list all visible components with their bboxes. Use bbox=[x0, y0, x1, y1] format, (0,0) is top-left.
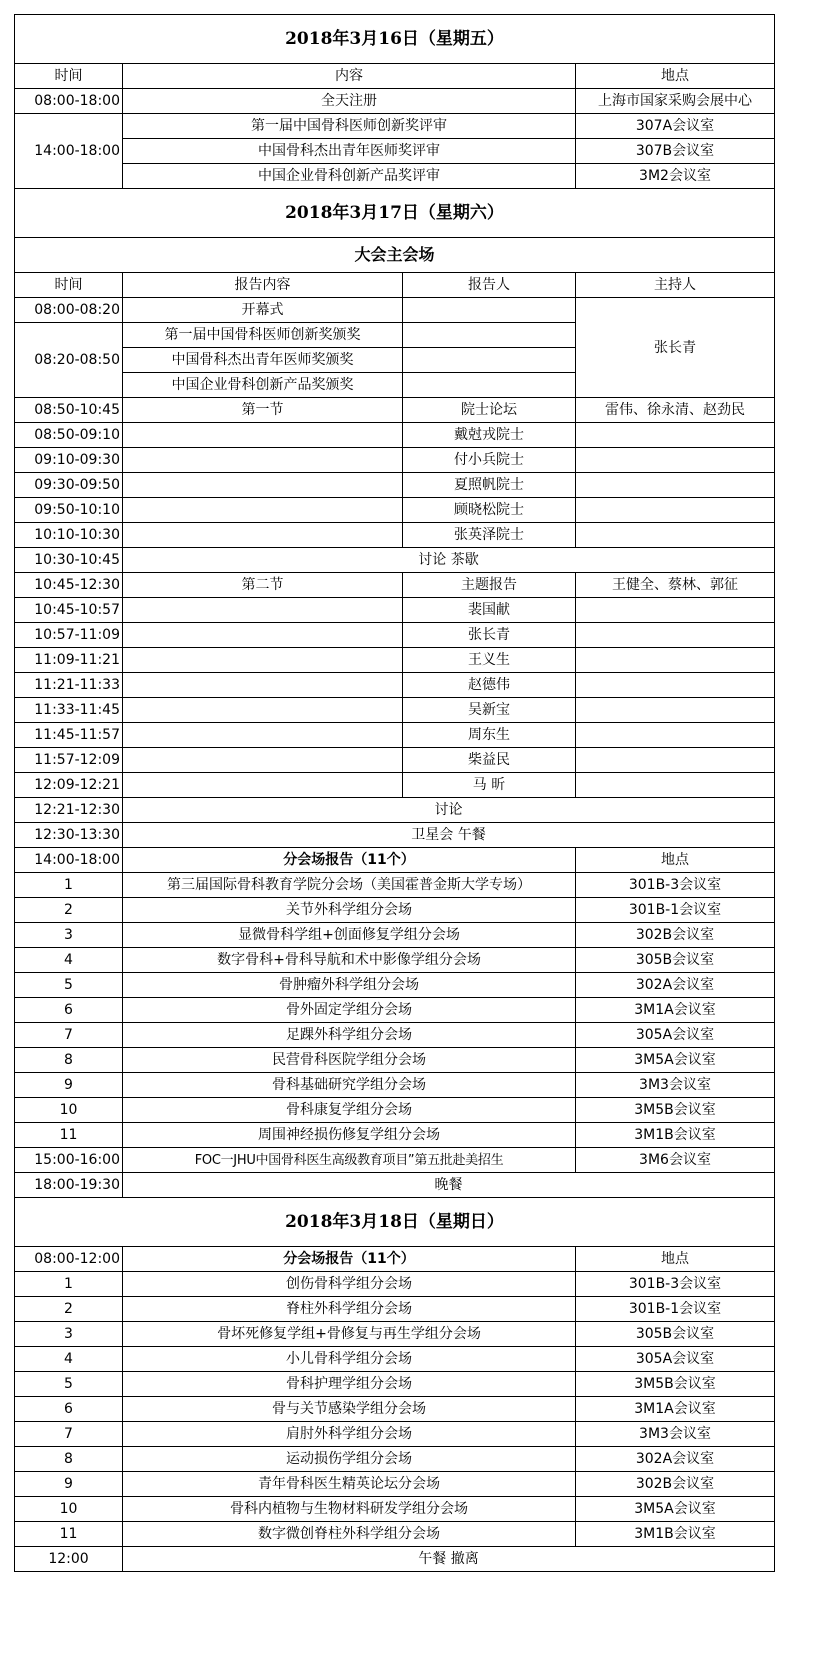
speaker-cell: 张英泽院士 bbox=[403, 523, 576, 548]
host-cell bbox=[576, 598, 775, 623]
time-cell: 08:50-10:45 bbox=[15, 398, 123, 423]
day-header-row bbox=[15, 1198, 775, 1247]
session-name: 数字骨科+骨科导航和术中影像学组分会场 bbox=[123, 948, 576, 973]
session-row bbox=[15, 898, 775, 923]
session-row bbox=[15, 1048, 775, 1073]
session-name: 民营骨科医院学组分会场 bbox=[123, 1048, 576, 1073]
schedule-row bbox=[15, 298, 775, 323]
day-header-row bbox=[15, 189, 775, 238]
time-cell: 08:00-08:20 bbox=[15, 298, 123, 323]
time-cell: 09:10-09:30 bbox=[15, 448, 123, 473]
session-row bbox=[15, 998, 775, 1023]
break-cell: 卫星会 午餐 bbox=[123, 823, 775, 848]
sessions-title: 分会场报告（11个） bbox=[123, 1247, 576, 1272]
session-name: 骨外固定学组分会场 bbox=[123, 998, 576, 1023]
section-title: 院士论坛 bbox=[403, 398, 576, 423]
content-cell bbox=[123, 498, 403, 523]
time-cell: 11:33-11:45 bbox=[15, 698, 123, 723]
session-row bbox=[15, 1497, 775, 1522]
time-cell: 12:30-13:30 bbox=[15, 823, 123, 848]
time-cell: 10:45-12:30 bbox=[15, 573, 123, 598]
time-cell: 08:00-12:00 bbox=[15, 1247, 123, 1272]
session-name: 骨科护理学组分会场 bbox=[123, 1372, 576, 1397]
session-name: 骨科内植物与生物材料研发学组分会场 bbox=[123, 1497, 576, 1522]
place-cell: 305B会议室 bbox=[576, 948, 775, 973]
content-cell bbox=[123, 423, 403, 448]
talk-row bbox=[15, 723, 775, 748]
content-cell bbox=[123, 598, 403, 623]
time-cell: 14:00-18:00 bbox=[15, 114, 123, 189]
schedule-row bbox=[15, 164, 775, 189]
session-name: 骨与关节感染学组分会场 bbox=[123, 1397, 576, 1422]
place-cell: 3M1B会议室 bbox=[576, 1522, 775, 1547]
place-cell: 301B-3会议室 bbox=[576, 873, 775, 898]
host-cell bbox=[576, 673, 775, 698]
time-cell: 11:45-11:57 bbox=[15, 723, 123, 748]
session-number: 2 bbox=[15, 898, 123, 923]
host-cell bbox=[576, 723, 775, 748]
session-number: 8 bbox=[15, 1447, 123, 1472]
session-name: 周围神经损伤修复学组分会场 bbox=[123, 1123, 576, 1148]
talk-row bbox=[15, 523, 775, 548]
speaker-cell: 付小兵院士 bbox=[403, 448, 576, 473]
break-row bbox=[15, 798, 775, 823]
content-cell: 中国企业骨科创新产品奖颁奖 bbox=[123, 373, 403, 398]
col-time: 时间 bbox=[15, 64, 123, 89]
host-cell: 雷伟、徐永清、赵劲民 bbox=[576, 398, 775, 423]
session-name: 显微骨科学组+创面修复学组分会场 bbox=[123, 923, 576, 948]
place-cell: 上海市国家采购会展中心 bbox=[576, 89, 775, 114]
time-cell: 12:00 bbox=[15, 1547, 123, 1572]
speaker-cell: 顾晓松院士 bbox=[403, 498, 576, 523]
time-cell: 08:50-09:10 bbox=[15, 423, 123, 448]
time-cell: 09:30-09:50 bbox=[15, 473, 123, 498]
session-name: 骨科基础研究学组分会场 bbox=[123, 1073, 576, 1098]
place-cell: 3M6会议室 bbox=[576, 1148, 775, 1173]
host-cell bbox=[576, 748, 775, 773]
place-cell: 3M5B会议室 bbox=[576, 1372, 775, 1397]
time-cell: 11:09-11:21 bbox=[15, 648, 123, 673]
session-name: 关节外科学组分会场 bbox=[123, 898, 576, 923]
place-cell: 3M3会议室 bbox=[576, 1073, 775, 1098]
schedule-row bbox=[15, 114, 775, 139]
session-number: 2 bbox=[15, 1297, 123, 1322]
day-title: 2018年3月17日（星期六） bbox=[15, 189, 775, 238]
session-number: 5 bbox=[15, 1372, 123, 1397]
time-cell: 10:10-10:30 bbox=[15, 523, 123, 548]
section-label: 第一节 bbox=[123, 398, 403, 423]
session-name: 数字微创脊柱外科学组分会场 bbox=[123, 1522, 576, 1547]
speaker-cell bbox=[403, 323, 576, 348]
col-content: 报告内容 bbox=[123, 273, 403, 298]
host-cell bbox=[576, 773, 775, 798]
content-cell bbox=[123, 698, 403, 723]
session-number: 1 bbox=[15, 1272, 123, 1297]
break-cell: 讨论 茶歇 bbox=[123, 548, 775, 573]
time-cell: 08:20-08:50 bbox=[15, 323, 123, 398]
section-row bbox=[15, 398, 775, 423]
host-cell bbox=[576, 648, 775, 673]
session-row bbox=[15, 1098, 775, 1123]
place-cell: 3M5A会议室 bbox=[576, 1497, 775, 1522]
sessions-title: 分会场报告（11个） bbox=[123, 848, 576, 873]
session-number: 3 bbox=[15, 1322, 123, 1347]
session-row bbox=[15, 1073, 775, 1098]
column-header-row bbox=[15, 273, 775, 298]
content-cell bbox=[123, 448, 403, 473]
break-cell: 午餐 撤离 bbox=[123, 1547, 775, 1572]
time-cell: 12:21-12:30 bbox=[15, 798, 123, 823]
venue-row bbox=[15, 238, 775, 273]
place-cell: 3M1A会议室 bbox=[576, 998, 775, 1023]
session-row bbox=[15, 1148, 775, 1173]
session-number: 7 bbox=[15, 1023, 123, 1048]
place-cell: 3M1A会议室 bbox=[576, 1397, 775, 1422]
content-cell bbox=[123, 723, 403, 748]
time-cell: 12:09-12:21 bbox=[15, 773, 123, 798]
place-cell: 3M2会议室 bbox=[576, 164, 775, 189]
session-number: 4 bbox=[15, 1347, 123, 1372]
talk-row bbox=[15, 773, 775, 798]
session-number: 10 bbox=[15, 1497, 123, 1522]
content-cell bbox=[123, 748, 403, 773]
host-cell bbox=[576, 423, 775, 448]
place-cell: 3M5B会议室 bbox=[576, 1098, 775, 1123]
session-row bbox=[15, 1447, 775, 1472]
session-name: 第三届国际骨科教育学院分会场（美国霍普金斯大学专场） bbox=[123, 873, 576, 898]
session-row bbox=[15, 1472, 775, 1497]
col-place: 地点 bbox=[576, 1247, 775, 1272]
session-row bbox=[15, 1322, 775, 1347]
break-row bbox=[15, 823, 775, 848]
session-row bbox=[15, 1372, 775, 1397]
content-cell bbox=[123, 473, 403, 498]
place-cell: 3M5A会议室 bbox=[576, 1048, 775, 1073]
speaker-cell: 王义生 bbox=[403, 648, 576, 673]
content-cell: 中国企业骨科创新产品奖评审 bbox=[123, 164, 576, 189]
session-row bbox=[15, 948, 775, 973]
place-cell: 3M1B会议室 bbox=[576, 1123, 775, 1148]
speaker-cell: 赵德伟 bbox=[403, 673, 576, 698]
session-row bbox=[15, 1023, 775, 1048]
host-cell bbox=[576, 698, 775, 723]
session-row bbox=[15, 873, 775, 898]
place-cell: 302A会议室 bbox=[576, 1447, 775, 1472]
place-cell: 307B会议室 bbox=[576, 139, 775, 164]
speaker-cell: 吴新宝 bbox=[403, 698, 576, 723]
break-cell: 晚餐 bbox=[123, 1173, 775, 1198]
sessions-header-row bbox=[15, 848, 775, 873]
session-row bbox=[15, 1522, 775, 1547]
place-cell: 305A会议室 bbox=[576, 1347, 775, 1372]
session-number: 1 bbox=[15, 873, 123, 898]
section-row bbox=[15, 573, 775, 598]
content-cell bbox=[123, 623, 403, 648]
schedule-table bbox=[14, 14, 775, 1572]
speaker-cell: 马 昕 bbox=[403, 773, 576, 798]
session-number: 9 bbox=[15, 1073, 123, 1098]
talk-row bbox=[15, 748, 775, 773]
col-time: 时间 bbox=[15, 273, 123, 298]
session-name: 创伤骨科学组分会场 bbox=[123, 1272, 576, 1297]
session-row bbox=[15, 1347, 775, 1372]
content-cell: 开幕式 bbox=[123, 298, 403, 323]
time-cell: 15:00-16:00 bbox=[15, 1148, 123, 1173]
speaker-cell bbox=[403, 348, 576, 373]
session-name: FOC一JHU中国骨科医生高级教育项目”第五批赴美招生 bbox=[123, 1148, 576, 1173]
session-name: 运动损伤学组分会场 bbox=[123, 1447, 576, 1472]
session-number: 6 bbox=[15, 1397, 123, 1422]
talk-row bbox=[15, 448, 775, 473]
place-cell: 3M3会议室 bbox=[576, 1422, 775, 1447]
speaker-cell: 张长青 bbox=[403, 623, 576, 648]
host-cell bbox=[576, 448, 775, 473]
host-cell bbox=[576, 623, 775, 648]
session-number: 11 bbox=[15, 1522, 123, 1547]
session-name: 肩肘外科学组分会场 bbox=[123, 1422, 576, 1447]
day-title: 2018年3月18日（星期日） bbox=[15, 1198, 775, 1247]
session-row bbox=[15, 1297, 775, 1322]
break-row bbox=[15, 548, 775, 573]
speaker-cell: 周东生 bbox=[403, 723, 576, 748]
place-cell: 301B-1会议室 bbox=[576, 898, 775, 923]
place-cell: 302A会议室 bbox=[576, 973, 775, 998]
sessions-header-row bbox=[15, 1247, 775, 1272]
session-name: 骨科康复学组分会场 bbox=[123, 1098, 576, 1123]
session-row bbox=[15, 1123, 775, 1148]
session-name: 脊柱外科学组分会场 bbox=[123, 1297, 576, 1322]
session-number: 7 bbox=[15, 1422, 123, 1447]
talk-row bbox=[15, 598, 775, 623]
place-cell: 305A会议室 bbox=[576, 1023, 775, 1048]
col-content: 内容 bbox=[123, 64, 576, 89]
venue-title: 大会主会场 bbox=[15, 238, 775, 273]
talk-row bbox=[15, 423, 775, 448]
session-row bbox=[15, 973, 775, 998]
place-cell: 307A会议室 bbox=[576, 114, 775, 139]
host-cell bbox=[576, 523, 775, 548]
session-name: 骨肿瘤外科学组分会场 bbox=[123, 973, 576, 998]
col-place: 地点 bbox=[576, 64, 775, 89]
talk-row bbox=[15, 673, 775, 698]
place-cell: 301B-3会议室 bbox=[576, 1272, 775, 1297]
host-cell: 王健全、蔡林、郭征 bbox=[576, 573, 775, 598]
content-cell bbox=[123, 523, 403, 548]
schedule-row bbox=[15, 89, 775, 114]
session-number: 9 bbox=[15, 1472, 123, 1497]
content-cell bbox=[123, 673, 403, 698]
place-cell: 302B会议室 bbox=[576, 1472, 775, 1497]
break-cell: 讨论 bbox=[123, 798, 775, 823]
section-title: 主题报告 bbox=[403, 573, 576, 598]
session-row bbox=[15, 1422, 775, 1447]
time-cell: 10:30-10:45 bbox=[15, 548, 123, 573]
time-cell: 09:50-10:10 bbox=[15, 498, 123, 523]
speaker-cell: 裴国献 bbox=[403, 598, 576, 623]
content-cell bbox=[123, 648, 403, 673]
speaker-cell bbox=[403, 298, 576, 323]
talk-row bbox=[15, 473, 775, 498]
session-name: 小儿骨科学组分会场 bbox=[123, 1347, 576, 1372]
time-cell: 11:21-11:33 bbox=[15, 673, 123, 698]
content-cell: 中国骨科杰出青年医师奖评审 bbox=[123, 139, 576, 164]
time-cell: 14:00-18:00 bbox=[15, 848, 123, 873]
content-cell: 第一届中国骨科医师创新奖评审 bbox=[123, 114, 576, 139]
content-cell: 第一届中国骨科医师创新奖颁奖 bbox=[123, 323, 403, 348]
time-cell: 10:57-11:09 bbox=[15, 623, 123, 648]
host-cell bbox=[576, 498, 775, 523]
session-row bbox=[15, 1272, 775, 1297]
speaker-cell: 夏照帆院士 bbox=[403, 473, 576, 498]
host-cell: 张长青 bbox=[576, 298, 775, 398]
session-name: 骨坏死修复学组+骨修复与再生学组分会场 bbox=[123, 1322, 576, 1347]
talk-row bbox=[15, 498, 775, 523]
content-cell: 中国骨科杰出青年医师奖颁奖 bbox=[123, 348, 403, 373]
session-row bbox=[15, 923, 775, 948]
col-place: 地点 bbox=[576, 848, 775, 873]
session-number: 8 bbox=[15, 1048, 123, 1073]
break-row bbox=[15, 1547, 775, 1572]
content-cell: 全天注册 bbox=[123, 89, 576, 114]
session-number: 10 bbox=[15, 1098, 123, 1123]
column-header-row bbox=[15, 64, 775, 89]
talk-row bbox=[15, 648, 775, 673]
place-cell: 305B会议室 bbox=[576, 1322, 775, 1347]
speaker-cell bbox=[403, 373, 576, 398]
schedule-row bbox=[15, 139, 775, 164]
session-name: 足踝外科学组分会场 bbox=[123, 1023, 576, 1048]
session-number: 11 bbox=[15, 1123, 123, 1148]
place-cell: 301B-1会议室 bbox=[576, 1297, 775, 1322]
day-header-row bbox=[15, 15, 775, 64]
host-cell bbox=[576, 473, 775, 498]
talk-row bbox=[15, 623, 775, 648]
session-number: 3 bbox=[15, 923, 123, 948]
session-row bbox=[15, 1397, 775, 1422]
day-title: 2018年3月16日（星期五） bbox=[15, 15, 775, 64]
speaker-cell: 戴尅戎院士 bbox=[403, 423, 576, 448]
session-number: 5 bbox=[15, 973, 123, 998]
break-row bbox=[15, 1173, 775, 1198]
talk-row bbox=[15, 698, 775, 723]
col-speaker: 报告人 bbox=[403, 273, 576, 298]
session-name: 青年骨科医生精英论坛分会场 bbox=[123, 1472, 576, 1497]
section-label: 第二节 bbox=[123, 573, 403, 598]
content-cell bbox=[123, 773, 403, 798]
time-cell: 08:00-18:00 bbox=[15, 89, 123, 114]
col-host: 主持人 bbox=[576, 273, 775, 298]
place-cell: 302B会议室 bbox=[576, 923, 775, 948]
time-cell: 10:45-10:57 bbox=[15, 598, 123, 623]
speaker-cell: 柴益民 bbox=[403, 748, 576, 773]
time-cell: 11:57-12:09 bbox=[15, 748, 123, 773]
time-cell: 18:00-19:30 bbox=[15, 1173, 123, 1198]
session-number: 6 bbox=[15, 998, 123, 1023]
session-number: 4 bbox=[15, 948, 123, 973]
